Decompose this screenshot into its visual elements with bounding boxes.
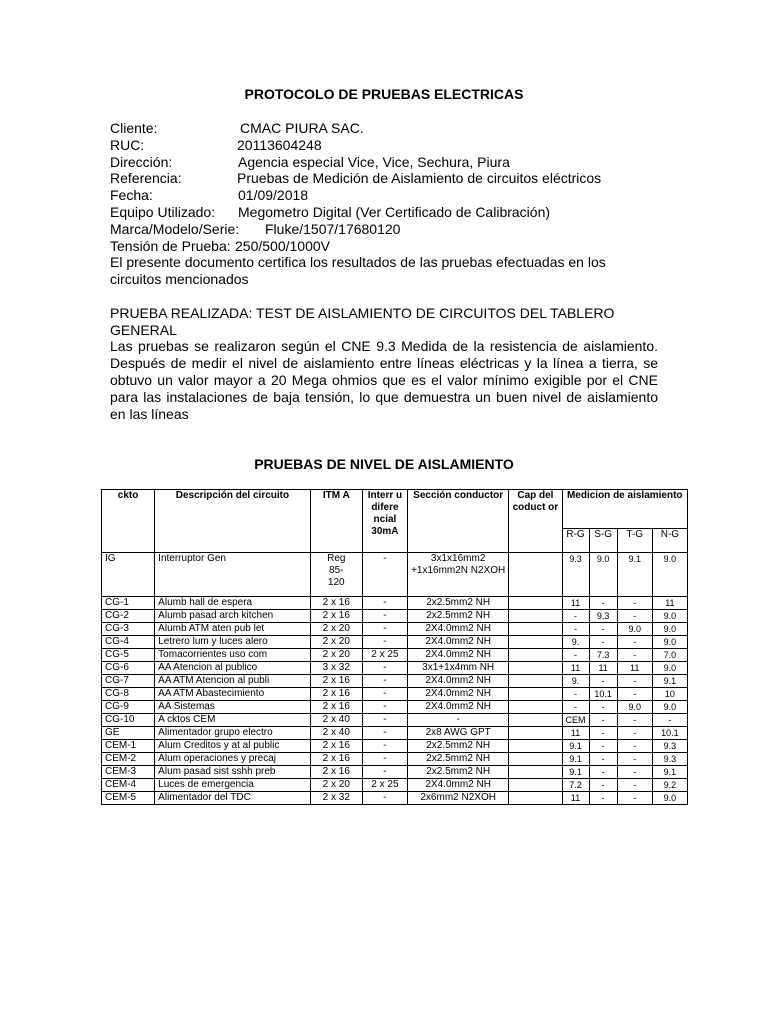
cell-tg: - (617, 688, 652, 701)
cell-sg: 9.3 (589, 610, 617, 623)
cell-itm: 2 x 32 (310, 792, 362, 805)
header-medicion: Medicion de aislamiento (562, 490, 688, 529)
cell-sg: - (589, 675, 617, 688)
cell-capacidad (509, 553, 562, 597)
cell-capacidad (509, 662, 562, 675)
cell-descripcion: Alum operaciones y precaj (155, 753, 311, 766)
cell-capacidad (509, 701, 562, 714)
cell-itm: 2 x 40 (310, 714, 362, 727)
cell-rg: 9.1 (562, 753, 589, 766)
info-row-direccion (110, 154, 658, 171)
cell-itm: 3 x 32 (310, 662, 362, 675)
cell-seccion: 2x2.5mm2 NH (408, 753, 509, 766)
table-header (102, 490, 688, 553)
cell-sg: 7.3 (589, 649, 617, 662)
cell-interruptor: - (362, 701, 407, 714)
info-label: Cliente: (110, 120, 158, 136)
cell-rg: 11 (562, 662, 589, 675)
cell-tg: - (617, 766, 652, 779)
cell-seccion: 3x1+1x4mm NH (408, 662, 509, 675)
cell-seccion: 2X4.0mm2 NH (408, 649, 509, 662)
table-row (102, 701, 688, 714)
cell-capacidad (509, 727, 562, 740)
cell-descripcion: A cktos CEM (155, 714, 311, 727)
cell-descripcion: Alumb ATM aten pub let (155, 623, 311, 636)
cell-ng: - (652, 714, 687, 727)
cell-interruptor: - (362, 714, 407, 727)
info-block (110, 120, 658, 422)
cell-rg: 11 (562, 792, 589, 805)
cell-capacidad (509, 610, 562, 623)
cell-capacidad (509, 792, 562, 805)
table-row (102, 753, 688, 766)
cell-descripcion: Interruptor Gen (155, 553, 311, 597)
cell-tg: - (617, 597, 652, 610)
cell-seccion: 2X4.0mm2 NH (408, 623, 509, 636)
cell-capacidad (509, 740, 562, 753)
cell-ng: 9.3 (652, 740, 687, 753)
cell-descripcion: AA Sistemas (155, 701, 311, 714)
cell-rg: 9. (562, 636, 589, 649)
cell-tg: - (617, 792, 652, 805)
cell-interruptor: 2 x 25 (362, 779, 407, 792)
info-value: 01/09/2018 (238, 187, 309, 204)
cell-capacidad (509, 779, 562, 792)
cell-descripcion: AA Atencion al publico (155, 662, 311, 675)
cell-rg: - (562, 623, 589, 636)
cell-ng: 9.0 (652, 701, 687, 714)
cell-ckto: CG-8 (102, 688, 155, 701)
cell-sg: - (589, 714, 617, 727)
table-row (102, 610, 688, 623)
cell-ng: 9.0 (652, 553, 687, 597)
cell-interruptor: 2 x 25 (362, 649, 407, 662)
cell-itm: 2 x 16 (310, 675, 362, 688)
info-value: Megometro Digital (Ver Certificado de Calibración) (238, 203, 551, 220)
cell-rg: 9.3 (562, 553, 589, 597)
cell-seccion: 2x2.5mm2 NH (408, 766, 509, 779)
cell-tg: - (617, 714, 652, 727)
cell-ng: 10.1 (652, 727, 687, 740)
table-row (102, 553, 688, 597)
cell-descripcion: Alumb pasad arch kitchen (155, 610, 311, 623)
cell-rg: - (562, 701, 589, 714)
cell-itm: 2 x 20 (310, 649, 362, 662)
cell-capacidad (509, 688, 562, 701)
info-value: 20113604248 (237, 136, 322, 153)
cell-itm: 2 x 16 (310, 597, 362, 610)
table-row (102, 766, 688, 779)
cell-capacidad (509, 636, 562, 649)
table-title: PRUEBAS DE NIVEL DE AISLAMIENTO (254, 456, 514, 472)
cell-sg: - (589, 753, 617, 766)
cell-ckto: CG-2 (102, 610, 155, 623)
cell-rg: 9. (562, 675, 589, 688)
cell-ckto: IG (102, 553, 155, 597)
cell-descripcion: Luces de emergencia (155, 779, 311, 792)
cell-rg: - (562, 688, 589, 701)
cell-descripcion: Alum Creditos y at al public (155, 740, 311, 753)
cell-sg: - (589, 766, 617, 779)
cell-rg: 11 (562, 727, 589, 740)
cell-ckto: CEM-4 (102, 779, 155, 792)
cell-tg: - (617, 779, 652, 792)
info-label: Dirección: (110, 153, 173, 170)
cell-itm: 2 x 20 (310, 623, 362, 636)
cell-tg: 9.1 (617, 553, 652, 597)
cell-tg: 9.0 (617, 623, 652, 636)
cell-capacidad (509, 675, 562, 688)
cell-tg: - (617, 649, 652, 662)
cell-seccion: 2X4.0mm2 NH (408, 701, 509, 714)
table-row (102, 675, 688, 688)
info-value: Pruebas de Medición de Aislamiento de circuitos eléctricos (237, 170, 602, 187)
cell-rg: - (562, 610, 589, 623)
cell-seccion: 3x1x16mm2 +1x16mm2N N2XOH (408, 553, 509, 597)
cell-interruptor: - (362, 766, 407, 779)
cell-ng: 11 (652, 597, 687, 610)
cell-descripcion: Letrero lum y luces alero (155, 636, 311, 649)
info-value: 250/500/1000V (235, 237, 330, 254)
cell-tg: 9.0 (617, 701, 652, 714)
cell-ckto: CG-7 (102, 675, 155, 688)
cell-tg: 11 (617, 662, 652, 675)
cell-rg: - (562, 649, 589, 662)
info-value: Fluke/1507/17680120 (265, 220, 401, 237)
header-tg: T-G (617, 529, 652, 553)
header-interruptor: Interr u difere ncial 30mA (362, 490, 407, 553)
cell-tg: - (617, 740, 652, 753)
cell-interruptor: - (362, 623, 407, 636)
cell-ng: 9.0 (652, 623, 687, 636)
info-label: RUC: (110, 136, 145, 153)
cell-interruptor: - (362, 553, 407, 597)
cell-interruptor: - (362, 597, 407, 610)
cell-ng: 9.1 (652, 766, 687, 779)
table-row (102, 597, 688, 610)
table-row (102, 688, 688, 701)
cell-capacidad (509, 753, 562, 766)
cell-sg: - (589, 727, 617, 740)
cell-capacidad (509, 649, 562, 662)
info-label: Tensión de Prueba: (110, 237, 231, 254)
test-heading: PRUEBA REALIZADA: TEST DE AISLAMIENTO DE CIRCUITOS DEL TABLERO GENERAL (110, 304, 615, 338)
cell-sg: 9.0 (589, 553, 617, 597)
cell-ckto: CEM-1 (102, 740, 155, 753)
table-row (102, 714, 688, 727)
cell-itm: 2 x 16 (310, 766, 362, 779)
table-row (102, 727, 688, 740)
cell-itm: 2 x 16 (310, 740, 362, 753)
cell-ng: 9.2 (652, 779, 687, 792)
cell-ckto: CEM-3 (102, 766, 155, 779)
cell-interruptor: - (362, 792, 407, 805)
cell-ckto: CG-9 (102, 701, 155, 714)
info-row-ruc (110, 137, 658, 154)
info-row-equipo (110, 204, 658, 221)
test-description: Las pruebas se realizaron según el CNE 9.3 Medida de la resistencia de aislamiento. Después de medir el nivel de aislamiento entre líneas eléctricas y la línea a tierra, se obtuvo un valor mayor a 20 Mega ohmios que es el valor mínimo exigible por el CNE para las instalaciones de baja tensión, lo que demuestra un buen nivel de aislamiento en las líneas (110, 338, 658, 422)
cell-itm: Reg 85-120 (310, 553, 362, 597)
cell-interruptor: - (362, 662, 407, 675)
info-value: Agencia especial Vice, Vice, Sechura, Piura (238, 153, 510, 170)
table-row (102, 662, 688, 675)
cell-seccion: 2x2.5mm2 NH (408, 610, 509, 623)
cell-seccion: 2x2.5mm2 NH (408, 740, 509, 753)
cell-descripcion: Alimentador grupo electro (155, 727, 311, 740)
document-title: PROTOCOLO DE PRUEBAS ELECTRICAS (244, 86, 524, 102)
cell-sg: 11 (589, 662, 617, 675)
cell-interruptor: - (362, 740, 407, 753)
cell-tg: - (617, 636, 652, 649)
cell-ckto: CEM-2 (102, 753, 155, 766)
info-label: Referencia: (110, 170, 182, 187)
cell-interruptor: - (362, 753, 407, 766)
info-value: CMAC PIURA SAC. (240, 120, 364, 136)
cell-ckto: CEM-5 (102, 792, 155, 805)
table-row (102, 649, 688, 662)
info-row-cliente (110, 120, 658, 137)
info-row-marca (110, 221, 658, 238)
header-rg: R-G (562, 529, 589, 553)
cell-ng: 9.0 (652, 636, 687, 649)
cell-seccion: 2X4.0mm2 NH (408, 688, 509, 701)
cell-itm: 2 x 16 (310, 688, 362, 701)
cell-ckto: CG-1 (102, 597, 155, 610)
cell-descripcion: Alimentador del TDC (155, 792, 311, 805)
cell-itm: 2 x 16 (310, 610, 362, 623)
cell-ckto: GE (102, 727, 155, 740)
header-seccion: Sección conductor (408, 490, 509, 553)
cell-rg: 9.1 (562, 740, 589, 753)
cell-sg: 10.1 (589, 688, 617, 701)
cell-ng: 7.0 (652, 649, 687, 662)
cell-sg: - (589, 623, 617, 636)
cell-seccion: 2X4.0mm2 NH (408, 779, 509, 792)
cell-rg: 7.2 (562, 779, 589, 792)
cell-sg: - (589, 792, 617, 805)
cell-sg: - (589, 597, 617, 610)
cell-ckto: CG-5 (102, 649, 155, 662)
cell-itm: 2 x 40 (310, 727, 362, 740)
cell-tg: - (617, 610, 652, 623)
cell-seccion: 2X4.0mm2 NH (408, 636, 509, 649)
cell-interruptor: - (362, 688, 407, 701)
info-row-tension (110, 238, 658, 255)
cell-tg: - (617, 753, 652, 766)
cell-interruptor: - (362, 636, 407, 649)
cell-descripcion: Tomacorrientes uso com (155, 649, 311, 662)
cell-itm: 2 x 20 (310, 636, 362, 649)
cell-sg: - (589, 779, 617, 792)
cell-interruptor: - (362, 610, 407, 623)
cell-ckto: CG-4 (102, 636, 155, 649)
cell-itm: 2 x 16 (310, 701, 362, 714)
cell-ng: 9.1 (652, 675, 687, 688)
info-row-referencia (110, 170, 658, 187)
info-label: Fecha: (110, 187, 153, 204)
cell-rg: 11 (562, 597, 589, 610)
info-label: Equipo Utilizado: (110, 203, 216, 220)
cell-descripcion: Alumb hall de espera (155, 597, 311, 610)
cell-descripcion: AA ATM Atencion al publi (155, 675, 311, 688)
cell-tg: - (617, 675, 652, 688)
cell-descripcion: AA ATM Abastecimiento (155, 688, 311, 701)
cell-itm: 2 x 16 (310, 753, 362, 766)
cell-ng: 9.0 (652, 610, 687, 623)
cell-itm: 2 x 20 (310, 779, 362, 792)
cell-seccion: 2x2.5mm2 NH (408, 597, 509, 610)
certification-text: El presente documento certifica los resultados de las pruebas efectuadas en los circuitos mencionados (110, 254, 606, 288)
info-row-fecha (110, 187, 658, 204)
cell-capacidad (509, 623, 562, 636)
cell-sg: - (589, 740, 617, 753)
cell-ckto: CG-3 (102, 623, 155, 636)
table-row (102, 740, 688, 753)
insulation-table (101, 489, 688, 805)
info-label: Marca/Modelo/Serie: (110, 220, 240, 237)
cell-ckto: CG-6 (102, 662, 155, 675)
table-row (102, 636, 688, 649)
cell-seccion: 2x6mm2 N2XOH (408, 792, 509, 805)
cell-descripcion: Alum pasad sist sshh preb (155, 766, 311, 779)
table-row (102, 779, 688, 792)
cell-ckto: CG-10 (102, 714, 155, 727)
cell-capacidad (509, 597, 562, 610)
table-row (102, 623, 688, 636)
header-ckto: ckto (102, 490, 155, 553)
header-sg: S-G (589, 529, 617, 553)
cell-tg: - (617, 727, 652, 740)
cell-capacidad (509, 766, 562, 779)
table-body (102, 553, 688, 805)
cell-seccion: - (408, 714, 509, 727)
cell-ng: 9.3 (652, 753, 687, 766)
cell-rg: CEM (562, 714, 589, 727)
cell-ng: 10 (652, 688, 687, 701)
table-row (102, 792, 688, 805)
header-capacidad: Cap del coduct or (509, 490, 562, 553)
header-descripcion: Descripción del circuito (155, 490, 311, 553)
header-ng: N-G (652, 529, 687, 553)
header-itm: ITM A (310, 490, 362, 553)
cell-capacidad (509, 714, 562, 727)
cell-interruptor: - (362, 727, 407, 740)
cell-ng: 9.0 (652, 792, 687, 805)
cell-rg: 9.1 (562, 766, 589, 779)
cell-seccion: 2X4.0mm2 NH (408, 675, 509, 688)
cell-ng: 9.0 (652, 662, 687, 675)
cell-sg: - (589, 636, 617, 649)
cell-sg: - (589, 701, 617, 714)
cell-seccion: 2x8 AWG GPT (408, 727, 509, 740)
cell-interruptor: - (362, 675, 407, 688)
